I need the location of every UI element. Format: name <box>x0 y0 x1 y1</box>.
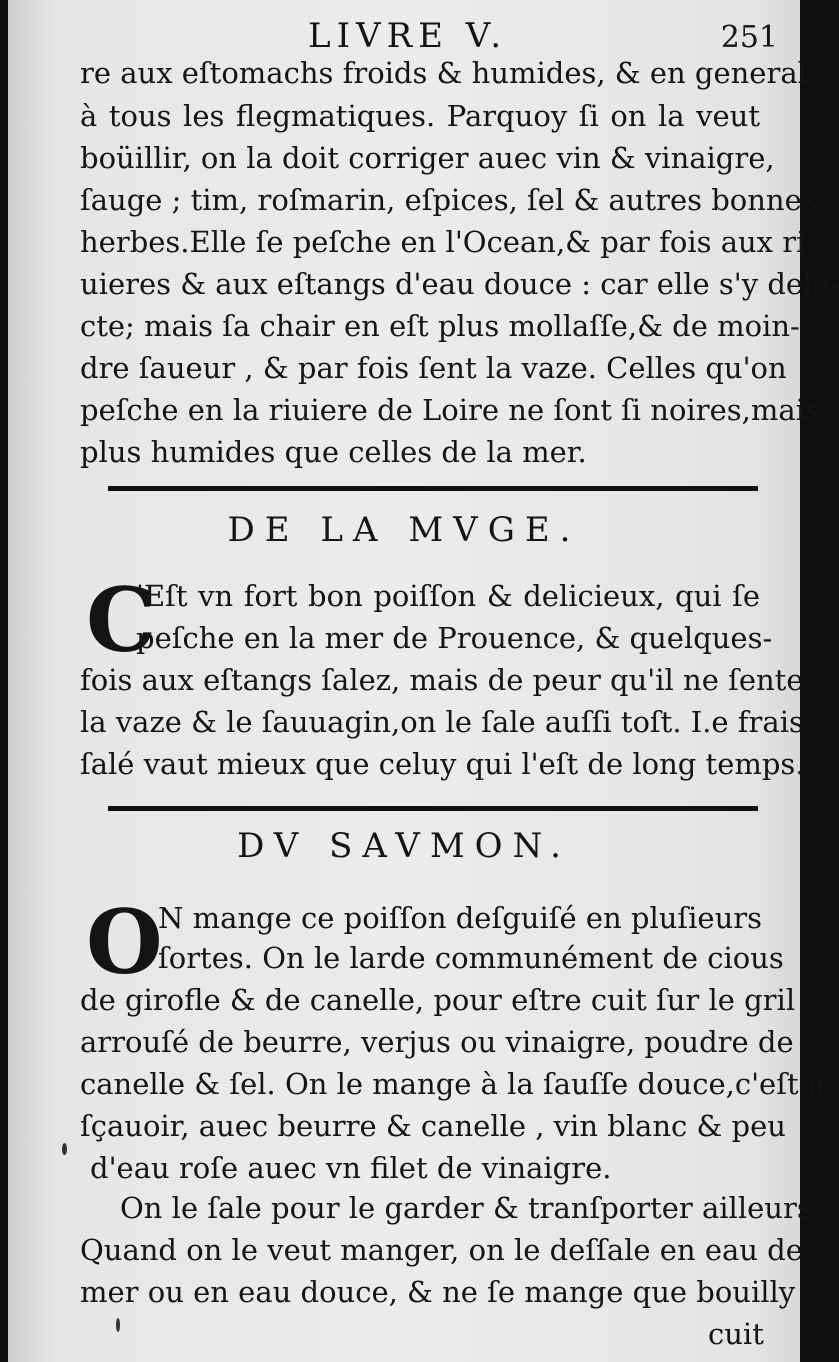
text-line: uieres & aux eſtangs d'eau douce : car elle s'y dele- <box>80 267 839 301</box>
drop-cap: O <box>86 890 163 994</box>
text-line: arrouſé de beurre, verjus ou vinaigre, poudre de <box>80 1025 794 1059</box>
drop-cap: C <box>86 568 157 672</box>
text-line: ſalé vaut mieux que celuy qui l'eſt de long temps. <box>80 747 805 781</box>
text-line: dre ſaueur , & par fois ſent la vaze. Celles qu'on <box>80 351 787 385</box>
page-number: 251 <box>720 20 778 55</box>
text-line: à tous les flegmatiques. Parquoy ſi on la veut <box>80 99 760 133</box>
section-title: DE LA MVGE. <box>227 510 581 550</box>
text-line: boüillir, on la doit corriger auec vin & vinaigre, <box>80 141 775 175</box>
catchword: cuit <box>708 1317 764 1351</box>
ink-speck <box>62 1143 67 1155</box>
text-line: plus humides que celles de la mer. <box>80 435 587 469</box>
text-line: canelle & ſel. On le mange à la ſauſſe douce,c'eſt à <box>80 1067 826 1101</box>
text-line: la vaze & le ſauuagin,on le ſale auſſi toſt. I.e frais <box>80 705 804 739</box>
book-page <box>8 0 839 1362</box>
text-line: cte; mais ſa chair en eſt plus mollaſſe,& de moin- <box>80 309 800 343</box>
text-line: On le ſale pour le garder & tranſporter ailleurs. <box>120 1191 821 1225</box>
text-line: d'eau roſe auec vn filet de vinaigre. <box>90 1151 612 1185</box>
text-line: ſauge ; tim, roſmarin, eſpices, ſel & autres bonnes <box>80 183 817 217</box>
text-line: de girofle & de canelle, pour eſtre cuit ſur le gril <box>80 983 796 1017</box>
section-divider <box>108 486 758 491</box>
text-line: peſche en la mer de Prouence, & quelques- <box>136 621 773 655</box>
text-line: Quand on le veut manger, on le deſſale en eau de <box>80 1233 803 1267</box>
section-divider <box>108 806 758 811</box>
text-line: re aux eſtomachs froids & humides, & en general <box>80 56 807 90</box>
text-line: N mange ce poiſſon deſguiſé en pluſieurs <box>158 901 763 935</box>
ink-speck <box>116 1318 120 1332</box>
text-line: fois aux eſtangs ſalez, mais de peur qu'il ne ſente <box>80 663 804 697</box>
text-line: 'Eſt vn fort bon poiſſon & delicieux, qui ſe <box>136 579 760 613</box>
running-head: LIVRE V. <box>308 16 508 56</box>
section-title: DV SAVMON. <box>237 826 571 866</box>
text-line: ſçauoir, auec beurre & canelle , vin blanc & peu <box>80 1109 786 1143</box>
text-line: herbes.Elle ſe peſche en l'Ocean,& par fois aux ri- <box>80 225 816 259</box>
text-line: peſche en la riuiere de Loire ne ſont ſi noires,mais <box>80 393 820 427</box>
text-line: ſortes. On le larde communément de cious <box>158 941 784 975</box>
text-line: mer ou en eau douce, & ne ſe mange que bouilly <box>80 1275 796 1309</box>
